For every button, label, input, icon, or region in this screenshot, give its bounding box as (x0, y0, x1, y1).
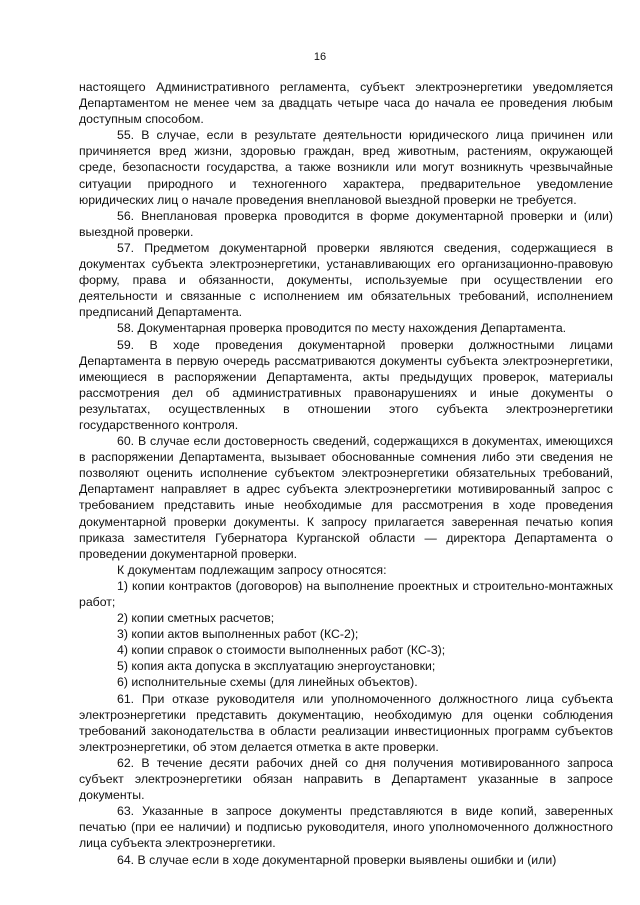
list-item: 2) копии сметных расчетов; (117, 611, 275, 626)
paragraph: К документам подлежащим запросу относятся: (117, 562, 387, 577)
paragraph: 64. В случае если в ходе документарной проверки выявлены ошибки и (или) (117, 852, 557, 867)
page-number: 16 (313, 51, 327, 63)
list-item: 5) копия акта допуска в эксплуатацию энергоустановки; (117, 659, 436, 674)
list-item: 3) копии актов выполненных работ (КС-2); (117, 627, 359, 642)
paragraph: 61. При отказе руководителя или уполномоченного должностного лица субъекта электроэнергетики представить документацию, необходимую для оценки соблюдения требований законодательства в области реализации инвестиционных программ субъектов электроэнергетики, об этом делается отметка в акте проверки. (79, 691, 613, 754)
paragraph: 63. Указанные в запросе документы представляются в виде копий, заверенных печатью (при ее наличии) и подписью руководителя, иного уполномоченного должностного лица субъекта электроэнергетики. (79, 804, 613, 851)
list-item: 4) копии справок о стоимости выполненных работ (КС-3); (117, 643, 446, 658)
paragraph: 60. В случае если достоверность сведений, содержащихся в документах, имеющихся в распоряжении Департамента, вызывает обоснованные сомнения либо эти сведения не позволяют оценить исполнение субъектом электроэнергетики обязательных требований, Департамент направляет в адрес субъекта электроэнергетики мотивированный запрос с требованием представить иные необходимые для рассмотрения в ходе проведения документарной проверки документы. К запросу прилагается заверенная печатью копия приказа заместителя Губернатора Курганской области — директора Департамента о проведении документарной проверки. (79, 434, 613, 561)
paragraph: настоящего Административного регламента, субъект электроэнергетики уведомляется Департаментом не менее чем за двадцать четыре часа до начала ее проведения любым доступным способом. (79, 80, 613, 127)
paragraph: 55. В случае, если в результате деятельности юридического лица причинен или причиняется вред жизни, здоровью граждан, вред животным, растениям, окружающей среде, безопасности государства, а также возникли или могут возникнуть чрезвычайные ситуации природного и техногенного характера, предварительное уведомление юридических лиц о начале проведения внеплановой выездной проверки не требуется. (79, 128, 613, 207)
paragraph: 58. Документарная проверка проводится по месту нахождения Департамента. (117, 321, 567, 336)
document-body (79, 79, 613, 868)
paragraph: 56. Внеплановая проверка проводится в форме документарной проверки и (или) выездной проверки. (79, 208, 613, 239)
paragraph: 59. В ходе проведения документарной проверки должностными лицами Департамента в первую очередь рассматриваются документы субъекта электроэнергетики, имеющиеся в распоряжении Департамента, акты предыдущих проверок, материалы рассмотрения дел об административных правонарушениях и иные документы о результатах, осуществленных в отношении этого субъекта электроэнергетики государственного контроля. (79, 337, 613, 432)
list-item: 1) копии контрактов (договоров) на выполнение проектных и строительно-монтажных работ; (79, 578, 613, 609)
list-item: 6) исполнительные схемы (для линейных объектов). (117, 675, 418, 690)
paragraph: 62. В течение десяти рабочих дней со дня получения мотивированного запроса субъект электроэнергетики обязан направить в Департамент указанные в запросе документы. (79, 755, 613, 803)
paragraph: 57. Предметом документарной проверки являются сведения, содержащиеся в документах субъекта электроэнергетики, устанавливающих его организационно-правовую форму, права и обязанности, документы, используемые при осуществлении его деятельности и связанные с исполнением им обязательных требований, исполнением предписаний Департамента. (79, 240, 613, 320)
